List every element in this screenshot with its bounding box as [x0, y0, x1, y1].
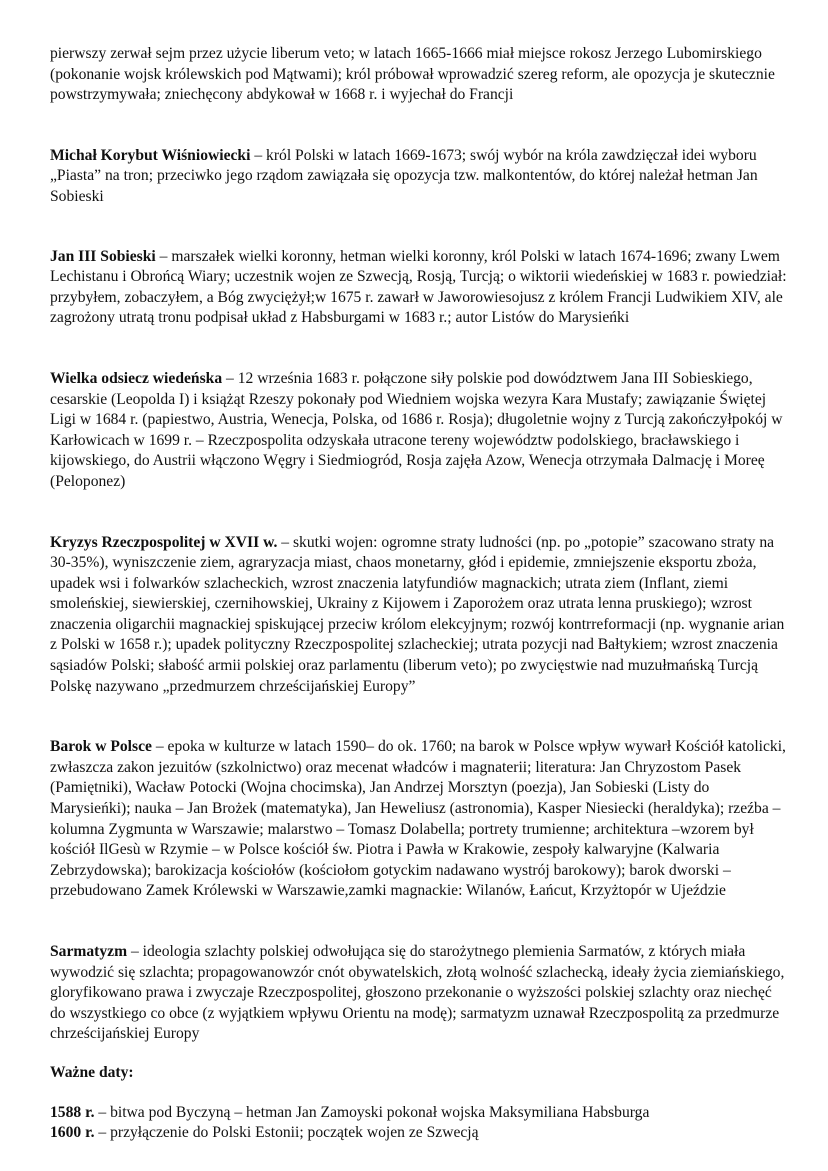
date-description: – bitwa pod Byczyną – hetman Jan Zamoyski pokonał wojska Maksymiliana Habsburga	[94, 1103, 650, 1121]
entry-sarmatyzm	[50, 942, 790, 1045]
entry-definition: – skutki wojen: ogromne straty ludności (np. po „potopie” szacowano straty na 30-35%), wyniszczenie ziem, agraryzacja miast, chaos monetarny, głód i epidemie, zmniejszenie eksportu zboża, upadek wsi i folwarków szlacheckich, wzrost znaczenia latyfundiów magnackich; utrata ziem (Inflant, ziemi smoleńskiej, siewierskiej, czernihowskiej, Ukrainy z Kijowem i Zaporożem oraz utrata lenna pruskiego); wzrost znaczenia oligarchii magnackiej spiskującej przeciw królom elekcyjnym; rozwój kontrreformacji (np. wygnanie arian z Polski w 1658 r.); upadek polityczny Rzeczpospolitej szlacheckiej; utrata pozycji nad Bałtykiem; wzrost znaczenia sąsiadów Polski; słabość armii polskiej oraz parlamentu (liberum veto); po zwycięstwie nad muzułmańską Turcją Polskę nazywano „przedmurzem chrześcijańskiej Europy”	[50, 533, 785, 695]
date-description: – przyłączenie do Polski Estonii; początek wojen ze Szwecją	[94, 1124, 479, 1142]
entry-term: Sarmatyzm	[50, 943, 128, 960]
entry-term: Michał Korybut Wiśniowiecki	[50, 146, 251, 164]
important-dates-heading: Ważne daty:	[50, 1063, 134, 1081]
entry-kryzys	[50, 533, 790, 698]
entry-definition: – epoka w kulturze w latach 1590– do ok. 1760; na barok w Polsce wpływ wywarł Kościół katolicki, zwłaszcza zakon jezuitów (szkolnictwo) oraz mecenat władców i magnaterii; literatura: Jan Chryzostom Pasek (Pamiętniki), Wacław Potocki (Wojna chocimska), Jan Andrzej Morsztyn (poezja), Jan Sobieski (Listy do Marysieńki); nauka – Jan Brożek (matematyka), Jan Heweliusz (astronomia), Kasper Niesiecki (heraldyka); rzeźba – kolumna Zygmunta w Warszawie; malarstwo – Tomasz Dolabella; portrety trumienne; architektura –wzorem był kościół IlGesù w Rzymie – w Polsce kościół św. Piotra i Pawła w Krakowie, zespoły kalwaryjne (Kalwaria Zebrzydowska); barokizacja kościołów (kościołom gotyckim nadawano wystrój barokowy); barok dworski –przebudowano Zamek Królewski w Warszawie,zamki magnackie: Wilanów, Łańcut, Krzyżtopór w Ujeździe	[50, 738, 786, 900]
entry-definition: – król Polski w latach 1669-1673; swój wybór na króla zawdzięczał idei wyboru „Piasta” na tron; przeciwko jego rządom zawiązała się opozycja tzw. malkontentów, do której należał hetman Jan Sobieski	[50, 146, 758, 205]
entry-definition: – 12 września 1683 r. połączone siły polskie pod dowództwem Jana III Sobieskiego, cesarskie (Leopolda I) i książąt Rzeszy pokonały pod Wiedniem wojska wezyra Kara Mustafy; zawiązanie Świętej Ligi w 1684 r. (papiestwo, Austria, Wenecja, Polska, od 1686 r. Rosja); długoletnie wojny z Turcją zakończyłpokój w Karłowicach w 1699 r. – Rzeczpospolita odzyskała utracone tereny województw podolskiego, bracławskiego i kijowskiego, do Austrii włączono Węgry i Siedmiogród, Rosja zajęła Azow, Wenecja otrzymała Dalmację i Moreę (Peloponez)	[50, 369, 783, 490]
entry-jan-sobieski	[50, 247, 790, 329]
intro-paragraph	[50, 44, 790, 106]
entry-term: Wielka odsiecz wiedeńska	[50, 369, 223, 387]
entry-term: Kryzys Rzeczpospolitej w XVII w.	[50, 533, 278, 551]
document-page	[50, 44, 790, 1144]
entry-barok	[50, 737, 790, 902]
entry-michal-korybut	[50, 146, 790, 208]
entry-term: Barok w Polsce	[50, 738, 152, 756]
entry-term: Jan III Sobieski	[50, 247, 156, 265]
date-item	[50, 1123, 790, 1144]
date-item	[50, 1103, 790, 1124]
date-year: 1588 r.	[50, 1103, 95, 1121]
date-year: 1600 r.	[50, 1124, 95, 1142]
entry-definition: – marszałek wielki koronny, hetman wielki koronny, król Polski w latach 1674-1696; zwany Lwem Lechistanu i Obrońcą Wiary; uczestnik wojen ze Szwecją, Rosją, Turcją; o wiktorii wiedeńskiej w 1683 r. powiedział: przybyłem, zobaczyłem, a Bóg zwyciężył;w 1675 r. zawarł w Jaworowiesojusz z królem Francji Ludwikiem XIV, ale zagrożony utratą tronu podpisał układ z Habsburgami w 1683 r.; autor Listów do Marysieńki	[50, 247, 787, 327]
intro-text: pierwszy zerwał sejm przez użycie liberum veto; w latach 1665-1666 miał miejsce rokosz Jerzego Lubomirskiego (pokonanie wojsk królewskich pod Mątwami); król próbował wprowadzić szereg reform, ale opozycja je skutecznie powstrzymywała; zniechęcony abdykował w 1668 r. i wyjechał do Francji	[50, 45, 775, 104]
entry-definition: – ideologia szlachty polskiej odwołująca się do starożytnego plemienia Sarmatów, z których miała wywodzić się szlachta; propagowanowzór cnót obywatelskich, złotą wolność szlachecką, ideały życia ziemiańskiego, gloryfikowano prawa i zwyczaje Rzeczpospolitej, głoszono przekonanie o wyższości polskiej szlachty oraz niechęć do wszystkiego co obce (z wyjątkiem wpływu Orientu na modę); sarmatyzm uznawał Rzeczpospolitą za przedmurze chrześcijańskiej Europy	[50, 943, 785, 1043]
entry-odsiecz-wiedenska	[50, 369, 790, 493]
